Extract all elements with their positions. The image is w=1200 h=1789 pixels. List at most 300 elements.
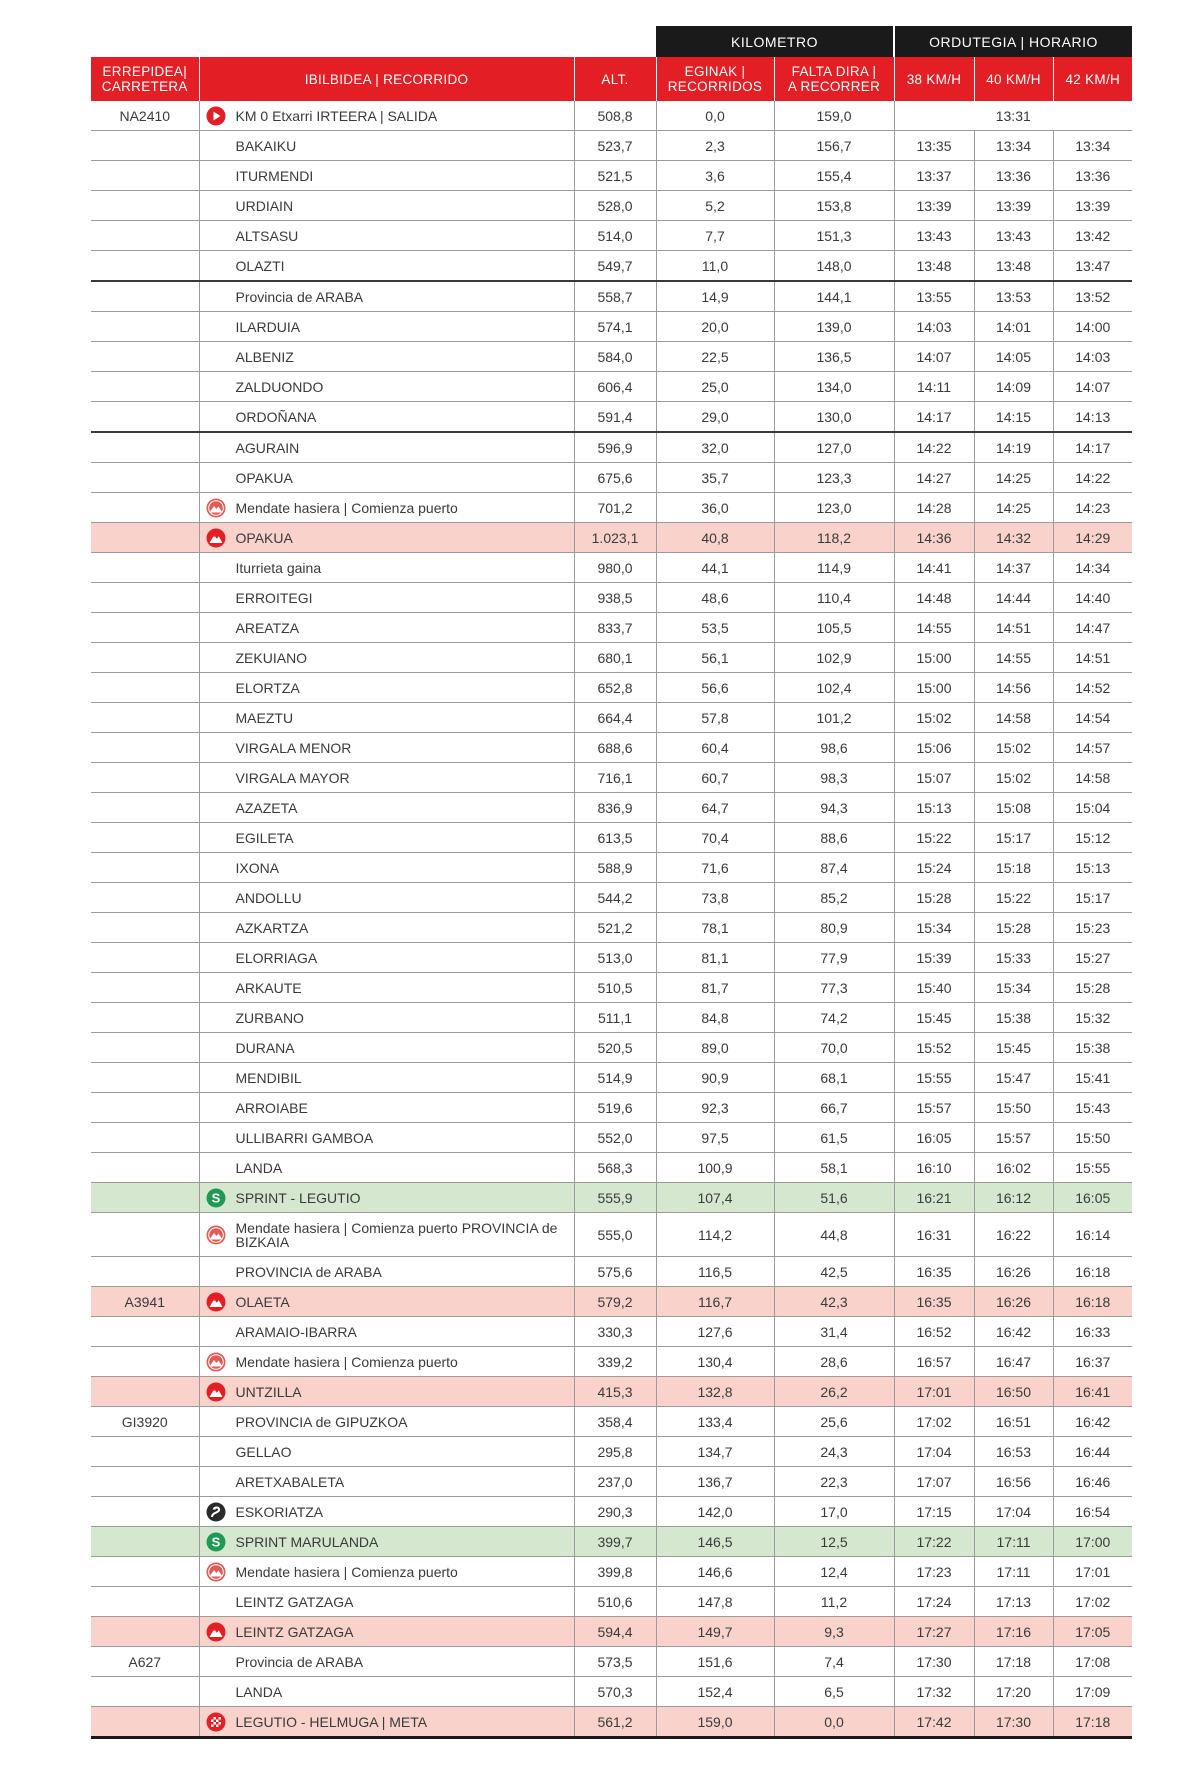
place-cell — [199, 913, 574, 943]
place-cell — [199, 463, 574, 493]
km-left-cell: 127,0 — [774, 432, 894, 463]
altitude-cell: 555,9 — [574, 1183, 656, 1213]
altitude-cell: 675,6 — [574, 463, 656, 493]
table-row — [91, 1347, 1132, 1377]
time-42-cell: 15:50 — [1053, 1123, 1132, 1153]
time-40-cell: 15:50 — [974, 1093, 1053, 1123]
header-spacer — [91, 26, 656, 57]
time-38-cell: 15:02 — [894, 703, 974, 733]
place-cell — [199, 342, 574, 372]
road-cell — [91, 463, 199, 493]
km-left-cell: 80,9 — [774, 913, 894, 943]
place-cell — [199, 1617, 574, 1647]
climb-start-icon — [206, 498, 226, 518]
altitude-cell: 588,9 — [574, 853, 656, 883]
time-38-cell: 16:52 — [894, 1317, 974, 1347]
place-cell — [199, 372, 574, 402]
road-cell — [91, 342, 199, 372]
table-row — [91, 1153, 1132, 1183]
altitude-cell: 596,9 — [574, 432, 656, 463]
table-row — [91, 312, 1132, 342]
table-row — [91, 1527, 1132, 1557]
time-42-cell: 13:42 — [1053, 221, 1132, 251]
place-cell — [199, 1153, 574, 1183]
time-42-cell: 17:18 — [1053, 1707, 1132, 1738]
km-done-cell: 84,8 — [656, 1003, 774, 1033]
time-42-cell: 14:40 — [1053, 583, 1132, 613]
km-left-cell: 105,5 — [774, 613, 894, 643]
time-40-cell: 13:36 — [974, 161, 1053, 191]
place-cell — [199, 1093, 574, 1123]
timetable — [91, 26, 1132, 1739]
altitude-cell: 836,9 — [574, 793, 656, 823]
road-cell — [91, 1707, 199, 1738]
table-row — [91, 191, 1132, 221]
time-40-cell: 14:32 — [974, 523, 1053, 553]
road-cell — [91, 553, 199, 583]
table-row — [91, 973, 1132, 1003]
altitude-cell: 579,2 — [574, 1287, 656, 1317]
place-cell — [199, 763, 574, 793]
time-38-cell: 17:07 — [894, 1467, 974, 1497]
time-38-cell: 14:07 — [894, 342, 974, 372]
place-name: MAEZTU — [235, 709, 294, 726]
speed-42-header: 42 KM/H — [1053, 57, 1132, 101]
km-left-cell: 0,0 — [774, 1707, 894, 1738]
time-42-cell: 13:52 — [1053, 281, 1132, 312]
carretera-header — [91, 57, 199, 101]
altitude-cell: 664,4 — [574, 703, 656, 733]
km-left-cell: 68,1 — [774, 1063, 894, 1093]
curve-icon — [206, 1502, 226, 1522]
time-42-cell: 15:27 — [1053, 943, 1132, 973]
time-42-cell: 16:41 — [1053, 1377, 1132, 1407]
km-done-cell: 149,7 — [656, 1617, 774, 1647]
km-left-cell: 25,6 — [774, 1407, 894, 1437]
km-done-cell: 22,5 — [656, 342, 774, 372]
table-row — [91, 733, 1132, 763]
time-40-cell: 16:26 — [974, 1257, 1053, 1287]
place-cell — [199, 1347, 574, 1377]
place-cell — [199, 1317, 574, 1347]
altitude-cell: 552,0 — [574, 1123, 656, 1153]
altitude-cell: 938,5 — [574, 583, 656, 613]
time-38-cell: 14:22 — [894, 432, 974, 463]
place-name: LEINTZ GATZAGA — [235, 1593, 354, 1610]
time-40-cell: 16:42 — [974, 1317, 1053, 1347]
road-cell: A3941 — [91, 1287, 199, 1317]
time-42-cell: 16:05 — [1053, 1183, 1132, 1213]
road-cell — [91, 1557, 199, 1587]
time-38-cell: 14:55 — [894, 613, 974, 643]
km-done-cell: 71,6 — [656, 853, 774, 883]
altitude-cell: 716,1 — [574, 763, 656, 793]
km-done-cell: 142,0 — [656, 1497, 774, 1527]
km-left-cell: 44,8 — [774, 1213, 894, 1257]
table-row — [91, 1287, 1132, 1317]
carretera-header-line1: ERREPIDEA| — [102, 64, 188, 79]
road-cell — [91, 913, 199, 943]
time-42-cell: 14:57 — [1053, 733, 1132, 763]
place-cell — [199, 281, 574, 312]
km-left-cell: 98,6 — [774, 733, 894, 763]
altitude-cell: 980,0 — [574, 553, 656, 583]
table-row — [91, 1213, 1132, 1257]
altitude-cell: 555,0 — [574, 1213, 656, 1257]
km-left-cell: 42,5 — [774, 1257, 894, 1287]
place-name: ARROIABE — [235, 1099, 308, 1116]
time-42-cell: 14:47 — [1053, 613, 1132, 643]
place-cell — [199, 1257, 574, 1287]
time-40-cell: 14:58 — [974, 703, 1053, 733]
table-row — [91, 1377, 1132, 1407]
km-left-cell: 136,5 — [774, 342, 894, 372]
place-cell — [199, 1287, 574, 1317]
place-name: OLAZTI — [235, 257, 285, 274]
time-42-cell: 17:02 — [1053, 1587, 1132, 1617]
km-left-cell: 98,3 — [774, 763, 894, 793]
road-cell — [91, 1347, 199, 1377]
place-name: ILARDUIA — [235, 318, 301, 335]
km-left-cell: 12,4 — [774, 1557, 894, 1587]
km-left-cell: 130,0 — [774, 402, 894, 433]
time-38-cell: 13:39 — [894, 191, 974, 221]
km-done-cell: 147,8 — [656, 1587, 774, 1617]
km-done-cell: 132,8 — [656, 1377, 774, 1407]
place-cell — [199, 1647, 574, 1677]
altitude-cell: 573,5 — [574, 1647, 656, 1677]
time-40-cell: 16:47 — [974, 1347, 1053, 1377]
altitude-cell: 510,6 — [574, 1587, 656, 1617]
place-cell — [199, 643, 574, 673]
km-done-cell: 29,0 — [656, 402, 774, 433]
km-left-cell: 66,7 — [774, 1093, 894, 1123]
km-done-cell: 130,4 — [656, 1347, 774, 1377]
road-cell — [91, 1123, 199, 1153]
place-name: LANDA — [235, 1683, 283, 1700]
road-cell — [91, 1527, 199, 1557]
altitude-cell: 591,4 — [574, 402, 656, 433]
place-cell — [199, 583, 574, 613]
time-40-cell: 13:43 — [974, 221, 1053, 251]
km-left-cell: 17,0 — [774, 1497, 894, 1527]
time-40-cell: 17:11 — [974, 1557, 1053, 1587]
altitude-cell: 290,3 — [574, 1497, 656, 1527]
time-42-cell: 14:58 — [1053, 763, 1132, 793]
place-name: AZKARTZA — [235, 919, 309, 936]
road-cell — [91, 1093, 199, 1123]
road-cell — [91, 883, 199, 913]
place-cell — [199, 1707, 574, 1738]
table-row — [91, 161, 1132, 191]
place-cell — [199, 191, 574, 221]
km-left-cell: 159,0 — [774, 101, 894, 131]
time-42-cell: 17:09 — [1053, 1677, 1132, 1707]
km-left-cell: 102,4 — [774, 673, 894, 703]
km-done-cell: 146,6 — [656, 1557, 774, 1587]
time-40-cell: 14:19 — [974, 432, 1053, 463]
time-42-cell: 13:36 — [1053, 161, 1132, 191]
table-row — [91, 1407, 1132, 1437]
time-42-cell: 17:05 — [1053, 1617, 1132, 1647]
recorridos-header-line2: RECORRIDOS — [667, 79, 763, 94]
time-42-cell: 17:00 — [1053, 1527, 1132, 1557]
time-40-cell: 15:02 — [974, 763, 1053, 793]
place-cell — [199, 553, 574, 583]
km-left-cell: 22,3 — [774, 1467, 894, 1497]
time-38-cell: 16:05 — [894, 1123, 974, 1153]
place-name: OPAKUA — [235, 469, 293, 486]
altitude-cell: 558,7 — [574, 281, 656, 312]
road-cell — [91, 1617, 199, 1647]
table-row — [91, 523, 1132, 553]
road-cell — [91, 853, 199, 883]
time-38-cell: 16:10 — [894, 1153, 974, 1183]
time-40-cell: 16:50 — [974, 1377, 1053, 1407]
time-42-cell: 16:37 — [1053, 1347, 1132, 1377]
place-cell — [199, 1003, 574, 1033]
km-left-cell: 139,0 — [774, 312, 894, 342]
table-row — [91, 853, 1132, 883]
kilometro-group-header: KILOMETRO — [656, 26, 894, 57]
sprint-icon — [206, 1532, 226, 1552]
road-cell — [91, 251, 199, 282]
time-38-cell: 14:17 — [894, 402, 974, 433]
place-cell — [199, 1557, 574, 1587]
time-42-cell: 14:13 — [1053, 402, 1132, 433]
place-name: ALBENIZ — [235, 348, 294, 365]
place-cell — [199, 1033, 574, 1063]
road-cell — [91, 1587, 199, 1617]
km-done-cell: 2,3 — [656, 131, 774, 161]
km-left-cell: 28,6 — [774, 1347, 894, 1377]
time-38-cell: 15:28 — [894, 883, 974, 913]
km-done-cell: 116,5 — [656, 1257, 774, 1287]
km-done-cell: 7,7 — [656, 221, 774, 251]
road-cell — [91, 1677, 199, 1707]
table-row — [91, 763, 1132, 793]
time-38-cell: 17:42 — [894, 1707, 974, 1738]
time-40-cell: 16:56 — [974, 1467, 1053, 1497]
place-cell — [199, 312, 574, 342]
road-cell — [91, 1497, 199, 1527]
time-40-cell: 14:01 — [974, 312, 1053, 342]
place-cell — [199, 251, 574, 282]
time-38-cell: 17:22 — [894, 1527, 974, 1557]
alt-header: ALT. — [574, 57, 656, 101]
altitude-cell: 521,5 — [574, 161, 656, 191]
time-40-cell: 15:57 — [974, 1123, 1053, 1153]
time-42-cell: 14:17 — [1053, 432, 1132, 463]
time-38-cell: 15:13 — [894, 793, 974, 823]
road-cell — [91, 1317, 199, 1347]
altitude-cell: 584,0 — [574, 342, 656, 372]
altitude-cell: 594,4 — [574, 1617, 656, 1647]
finish-icon — [206, 1712, 226, 1732]
place-name: ERROITEGI — [235, 589, 313, 606]
km-done-cell: 32,0 — [656, 432, 774, 463]
km-done-cell: 57,8 — [656, 703, 774, 733]
place-name: VIRGALA MAYOR — [235, 769, 350, 786]
km-left-cell: 102,9 — [774, 643, 894, 673]
place-name: Mendate hasiera | Comienza puerto — [235, 1353, 458, 1370]
time-40-cell: 14:09 — [974, 372, 1053, 402]
road-cell — [91, 432, 199, 463]
km-left-cell: 85,2 — [774, 883, 894, 913]
time-38-cell: 15:06 — [894, 733, 974, 763]
time-40-cell: 14:05 — [974, 342, 1053, 372]
place-name: Mendate hasiera | Comienza puerto — [235, 499, 458, 516]
svg-text:S: S — [211, 1534, 220, 1549]
km-done-cell: 159,0 — [656, 1707, 774, 1738]
time-38-cell: 15:55 — [894, 1063, 974, 1093]
altitude-cell: 511,1 — [574, 1003, 656, 1033]
altitude-cell: 574,1 — [574, 312, 656, 342]
table-row — [91, 493, 1132, 523]
km-done-cell: 151,6 — [656, 1647, 774, 1677]
road-cell — [91, 281, 199, 312]
km-done-cell: 20,0 — [656, 312, 774, 342]
altitude-cell: 570,3 — [574, 1677, 656, 1707]
table-row — [91, 613, 1132, 643]
table-row — [91, 101, 1132, 131]
place-cell — [199, 101, 574, 131]
time-38-cell: 17:27 — [894, 1617, 974, 1647]
table-row — [91, 1317, 1132, 1347]
time-42-cell: 15:12 — [1053, 823, 1132, 853]
place-cell — [199, 853, 574, 883]
place-name: ANDOLLU — [235, 889, 302, 906]
time-42-cell: 13:34 — [1053, 131, 1132, 161]
a-recorrer-header-line2: A RECORRER — [787, 79, 881, 94]
time-42-cell: 14:29 — [1053, 523, 1132, 553]
km-left-cell: 58,1 — [774, 1153, 894, 1183]
time-40-cell: 17:18 — [974, 1647, 1053, 1677]
table-row — [91, 943, 1132, 973]
km-done-cell: 5,2 — [656, 191, 774, 221]
km-left-cell: 110,4 — [774, 583, 894, 613]
time-38-cell: 14:36 — [894, 523, 974, 553]
place-name: URDIAIN — [235, 197, 294, 214]
place-cell — [199, 1467, 574, 1497]
time-38-cell: 14:11 — [894, 372, 974, 402]
km-done-cell: 56,6 — [656, 673, 774, 703]
time-38-cell: 15:22 — [894, 823, 974, 853]
svg-text:S: S — [211, 1190, 220, 1205]
km-done-cell: 64,7 — [656, 793, 774, 823]
time-42-cell: 17:08 — [1053, 1647, 1132, 1677]
road-cell — [91, 372, 199, 402]
km-left-cell: 12,5 — [774, 1527, 894, 1557]
road-cell — [91, 613, 199, 643]
km-left-cell: 9,3 — [774, 1617, 894, 1647]
place-cell — [199, 823, 574, 853]
km-left-cell: 156,7 — [774, 131, 894, 161]
road-cell — [91, 221, 199, 251]
table-row — [91, 1557, 1132, 1587]
km-left-cell: 61,5 — [774, 1123, 894, 1153]
km-done-cell: 40,8 — [656, 523, 774, 553]
time-40-cell: 17:13 — [974, 1587, 1053, 1617]
time-42-cell: 16:18 — [1053, 1257, 1132, 1287]
altitude-cell: 549,7 — [574, 251, 656, 282]
place-cell — [199, 131, 574, 161]
time-38-cell: 14:48 — [894, 583, 974, 613]
km-done-cell: 60,7 — [656, 763, 774, 793]
time-38-cell: 17:24 — [894, 1587, 974, 1617]
km-done-cell: 114,2 — [656, 1213, 774, 1257]
time-40-cell: 14:51 — [974, 613, 1053, 643]
time-40-cell: 14:25 — [974, 463, 1053, 493]
km-left-cell: 77,9 — [774, 943, 894, 973]
place-cell — [199, 493, 574, 523]
place-name: AZAZETA — [235, 799, 298, 816]
time-38-cell: 15:00 — [894, 643, 974, 673]
road-cell — [91, 1183, 199, 1213]
place-cell — [199, 1587, 574, 1617]
road-cell — [91, 1257, 199, 1287]
km-done-cell: 11,0 — [656, 251, 774, 282]
time-38-cell: 17:23 — [894, 1557, 974, 1587]
km-done-cell: 89,0 — [656, 1033, 774, 1063]
mountain-icon — [206, 1382, 226, 1402]
altitude-cell: 399,8 — [574, 1557, 656, 1587]
time-40-cell: 16:51 — [974, 1407, 1053, 1437]
table-row — [91, 1437, 1132, 1467]
km-done-cell: 78,1 — [656, 913, 774, 943]
time-40-cell: 15:28 — [974, 913, 1053, 943]
altitude-cell: 520,5 — [574, 1033, 656, 1063]
time-42-cell: 14:52 — [1053, 673, 1132, 703]
altitude-cell: 399,7 — [574, 1527, 656, 1557]
place-name: ULLIBARRI GAMBOA — [235, 1129, 374, 1146]
time-42-cell: 14:54 — [1053, 703, 1132, 733]
altitude-cell: 415,3 — [574, 1377, 656, 1407]
altitude-cell: 528,0 — [574, 191, 656, 221]
time-40-cell: 17:30 — [974, 1707, 1053, 1738]
table-row — [91, 1587, 1132, 1617]
time-40-cell: 16:02 — [974, 1153, 1053, 1183]
time-38-cell: 15:39 — [894, 943, 974, 973]
road-cell — [91, 131, 199, 161]
time-38-cell: 15:45 — [894, 1003, 974, 1033]
km-left-cell: 123,0 — [774, 493, 894, 523]
place-name: ELORTZA — [235, 679, 300, 696]
place-name: ARETXABALETA — [235, 1473, 345, 1490]
time-42-cell: 14:22 — [1053, 463, 1132, 493]
time-42-cell: 16:33 — [1053, 1317, 1132, 1347]
place-name: IXONA — [235, 859, 280, 876]
road-cell — [91, 583, 199, 613]
time-40-cell: 15:34 — [974, 973, 1053, 1003]
road-cell — [91, 763, 199, 793]
altitude-cell: 513,0 — [574, 943, 656, 973]
table-row — [91, 1497, 1132, 1527]
altitude-cell: 523,7 — [574, 131, 656, 161]
place-name: ZEKUIANO — [235, 649, 308, 666]
time-38-cell: 16:57 — [894, 1347, 974, 1377]
altitude-cell: 606,4 — [574, 372, 656, 402]
time-38-cell: 17:15 — [894, 1497, 974, 1527]
time-40-cell: 16:53 — [974, 1437, 1053, 1467]
place-cell — [199, 1183, 574, 1213]
road-cell — [91, 1467, 199, 1497]
time-40-cell: 13:39 — [974, 191, 1053, 221]
km-done-cell: 3,6 — [656, 161, 774, 191]
km-done-cell: 133,4 — [656, 1407, 774, 1437]
place-name: OLAETA — [235, 1293, 290, 1310]
time-38-cell: 16:35 — [894, 1257, 974, 1287]
